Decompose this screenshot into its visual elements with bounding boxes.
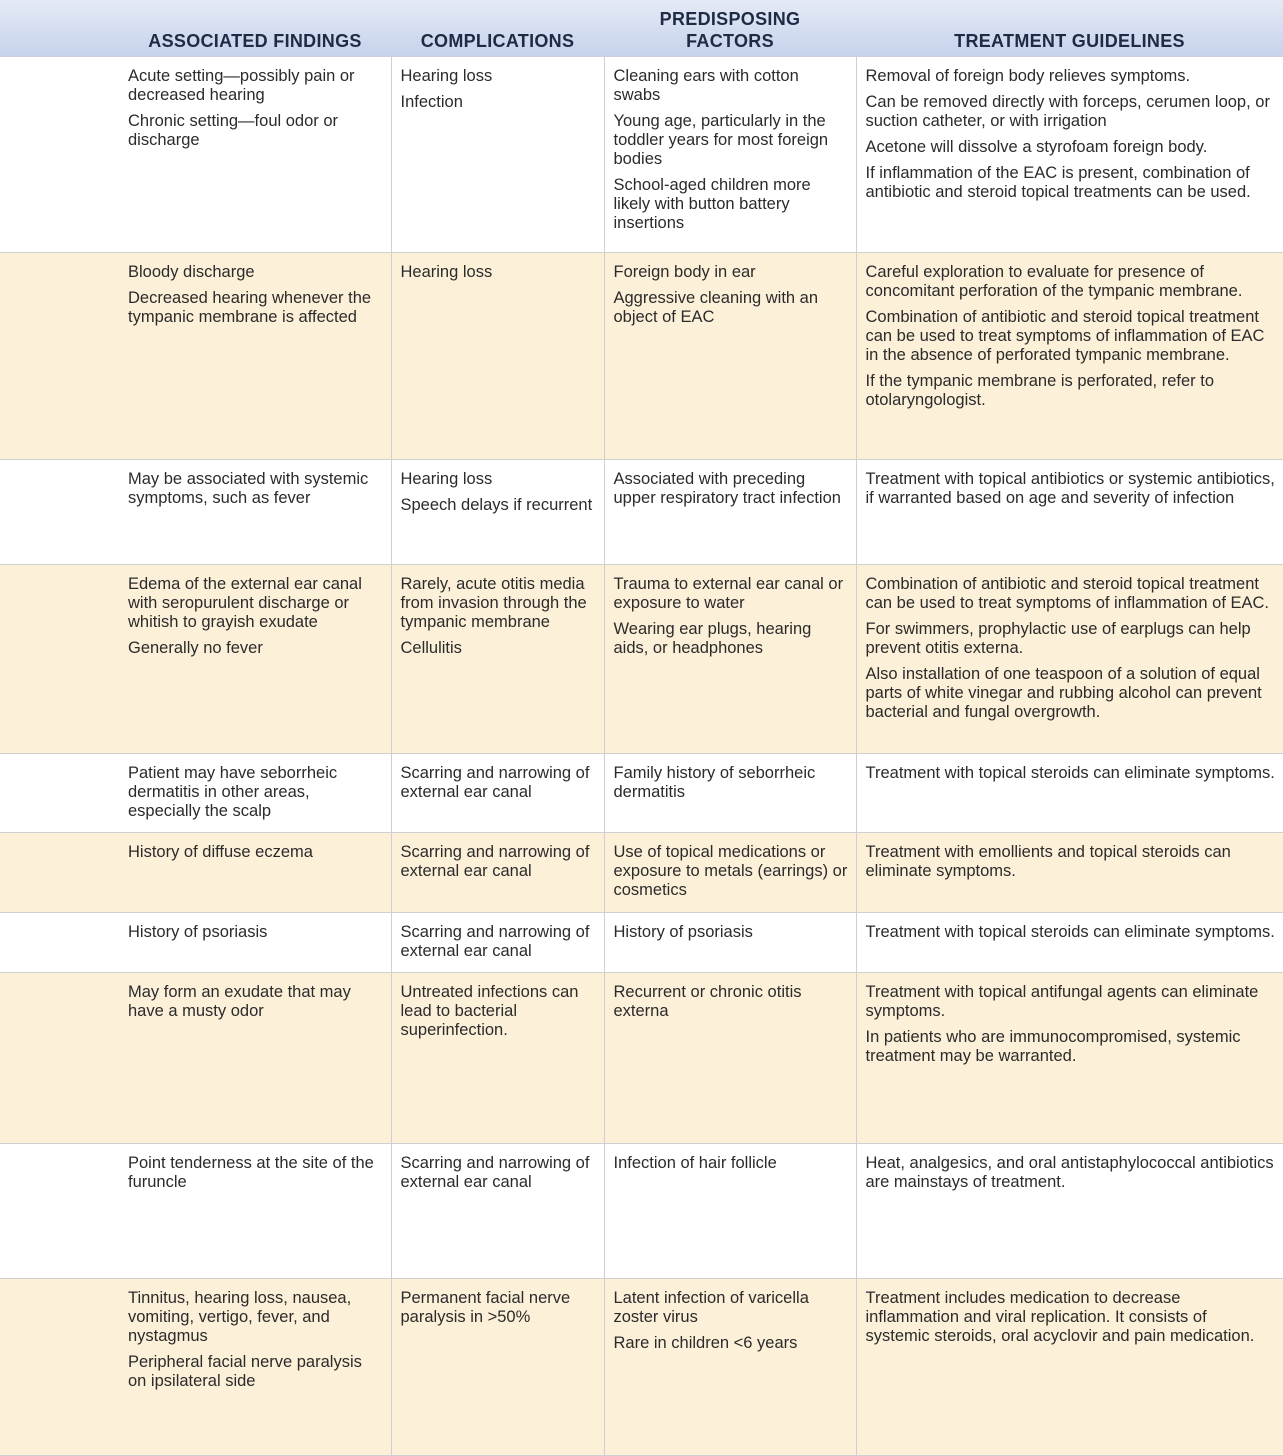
cell-paragraph: Peripheral facial nerve paralysis on ipsilateral side — [128, 1352, 362, 1390]
findings-cell — [119, 753, 391, 832]
complications-cell — [391, 832, 604, 912]
predisposing-factors-cell — [604, 912, 856, 972]
complications-cell — [391, 1143, 604, 1278]
header-associated-findings: ASSOCIATED FINDINGS — [119, 0, 391, 56]
predisposing-factors-cell — [604, 753, 856, 832]
table-row — [0, 56, 1283, 252]
predisposing-factors-cell — [604, 56, 856, 252]
cell-paragraph: Can be removed directly with forceps, cerumen loop, or suction catheter, or with irrigation — [865, 92, 1270, 130]
cell-paragraph: Family history of seborrheic dermatitis — [613, 763, 816, 801]
header-treatment-guidelines: TREATMENT GUIDELINES — [856, 0, 1283, 56]
cell-paragraph: Scarring and narrowing of external ear canal — [400, 1153, 590, 1191]
row-blank-cell — [0, 252, 119, 459]
table-row — [0, 252, 1283, 459]
cell-paragraph: For swimmers, prophylactic use of earplugs can help prevent otitis externa. — [865, 619, 1251, 657]
findings-cell — [119, 832, 391, 912]
cell-paragraph: Aggressive cleaning with an object of EAC — [613, 288, 819, 326]
cell-paragraph: Combination of antibiotic and steroid topical treatment can be used to treat symptoms of inflammation of EAC. — [865, 574, 1270, 612]
table-row — [0, 1143, 1283, 1278]
cell-paragraph: Hearing loss — [400, 262, 493, 281]
header-complications: COMPLICATIONS — [391, 0, 604, 56]
cell-paragraph: Permanent facial nerve paralysis in >50% — [400, 1288, 571, 1326]
cell-paragraph: If the tympanic membrane is perforated, refer to otolaryngologist. — [865, 371, 1214, 409]
cell-paragraph: Scarring and narrowing of external ear canal — [400, 763, 590, 801]
cell-paragraph: Infection of hair follicle — [613, 1153, 777, 1172]
table-body — [0, 56, 1283, 1455]
table-row — [0, 1278, 1283, 1455]
cell-paragraph: Decreased hearing whenever the tympanic membrane is affected — [128, 288, 372, 326]
cell-paragraph: Young age, particularly in the toddler years for most foreign bodies — [613, 111, 829, 168]
treatment-cell — [856, 972, 1283, 1143]
row-blank-cell — [0, 459, 119, 564]
row-blank-cell — [0, 912, 119, 972]
cell-paragraph: Acute setting—possibly pain or decreased hearing — [128, 66, 355, 104]
cell-paragraph: Latent infection of varicella zoster virus — [613, 1288, 809, 1326]
complications-cell — [391, 972, 604, 1143]
table-row — [0, 753, 1283, 832]
cell-paragraph: Treatment with topical steroids can eliminate symptoms. — [865, 763, 1275, 782]
cell-paragraph: Tinnitus, hearing loss, nausea, vomiting, vertigo, fever, and nystagmus — [128, 1288, 352, 1345]
header-row — [0, 0, 1283, 56]
cell-paragraph: School-aged children more likely with button battery insertions — [613, 175, 811, 232]
findings-cell — [119, 56, 391, 252]
findings-cell — [119, 972, 391, 1143]
cell-paragraph: Careful exploration to evaluate for presence of concomitant perforation of the tympanic membrane. — [865, 262, 1243, 300]
cell-paragraph: Bloody discharge — [128, 262, 255, 281]
cell-paragraph: Hearing loss — [400, 66, 493, 85]
row-blank-cell — [0, 753, 119, 832]
findings-cell — [119, 1278, 391, 1455]
complications-cell — [391, 459, 604, 564]
table-row — [0, 972, 1283, 1143]
complications-cell — [391, 1278, 604, 1455]
cell-paragraph: May form an exudate that may have a musty odor — [128, 982, 351, 1020]
cell-paragraph: Treatment includes medication to decrease inflammation and viral replication. It consists of systemic steroids, oral acyclovir and pain medication. — [865, 1288, 1255, 1345]
complications-cell — [391, 56, 604, 252]
cell-paragraph: Treatment with topical steroids can eliminate symptoms. — [865, 922, 1275, 941]
cell-paragraph: Scarring and narrowing of external ear canal — [400, 842, 590, 880]
cell-paragraph: Trauma to external ear canal or exposure to water — [613, 574, 844, 612]
predisposing-factors-cell — [604, 832, 856, 912]
row-blank-cell — [0, 564, 119, 753]
cell-paragraph: Untreated infections can lead to bacterial superinfection. — [400, 982, 579, 1039]
cell-paragraph: Combination of antibiotic and steroid topical treatment can be used to treat symptoms of inflammation of EAC in the absence of perforated tympanic membrane. — [865, 307, 1265, 364]
cell-paragraph: History of psoriasis — [613, 922, 753, 941]
findings-cell — [119, 912, 391, 972]
findings-cell — [119, 252, 391, 459]
cell-paragraph: May be associated with systemic symptoms, such as fever — [128, 469, 369, 507]
findings-cell — [119, 1143, 391, 1278]
row-blank-cell — [0, 1278, 119, 1455]
cell-paragraph: Infection — [400, 92, 463, 111]
cell-paragraph: If inflammation of the EAC is present, combination of antibiotic and steroid topical treatments can be used. — [865, 163, 1251, 201]
predisposing-factors-cell — [604, 459, 856, 564]
treatment-cell — [856, 252, 1283, 459]
row-blank-cell — [0, 972, 119, 1143]
predisposing-factors-cell — [604, 252, 856, 459]
treatment-cell — [856, 832, 1283, 912]
cell-paragraph: Recurrent or chronic otitis externa — [613, 982, 802, 1020]
treatment-cell — [856, 1278, 1283, 1455]
cell-paragraph: Speech delays if recurrent — [400, 495, 593, 514]
cell-paragraph: Cleaning ears with cotton swabs — [613, 66, 799, 104]
cell-paragraph: Also installation of one teaspoon of a solution of equal parts of white vinegar and rubbing alcohol can prevent bacterial and fungal overgrowth. — [865, 664, 1262, 721]
cell-paragraph: Hearing loss — [400, 469, 493, 488]
cell-paragraph: Generally no fever — [128, 638, 263, 657]
predisposing-factors-cell — [604, 1278, 856, 1455]
findings-cell — [119, 564, 391, 753]
findings-cell — [119, 459, 391, 564]
treatment-cell — [856, 564, 1283, 753]
row-blank-cell — [0, 832, 119, 912]
complications-cell — [391, 753, 604, 832]
header-blank — [0, 0, 119, 56]
cell-paragraph: Acetone will dissolve a styrofoam foreign body. — [865, 137, 1208, 156]
cell-paragraph: History of diffuse eczema — [128, 842, 313, 861]
predisposing-factors-cell — [604, 972, 856, 1143]
cell-paragraph: Removal of foreign body relieves symptoms. — [865, 66, 1191, 85]
cell-paragraph: Cellulitis — [400, 638, 462, 657]
cell-paragraph: Associated with preceding upper respiratory tract infection — [613, 469, 841, 507]
cell-paragraph: Treatment with emollients and topical steroids can eliminate symptoms. — [865, 842, 1231, 880]
cell-paragraph: Treatment with topical antifungal agents can eliminate symptoms. — [865, 982, 1259, 1020]
row-blank-cell — [0, 1143, 119, 1278]
header-predisposing-factors: PREDISPOSING FACTORS — [604, 0, 856, 56]
table-row — [0, 912, 1283, 972]
cell-paragraph: Point tenderness at the site of the furuncle — [128, 1153, 374, 1191]
cell-paragraph: Patient may have seborrheic dermatitis in other areas, especially the scalp — [128, 763, 338, 820]
cell-paragraph: Heat, analgesics, and oral antistaphylococcal antibiotics are mainstays of treatment. — [865, 1153, 1274, 1191]
cell-paragraph: Rare in children <6 years — [613, 1333, 798, 1352]
treatment-cell — [856, 753, 1283, 832]
cell-paragraph: Rarely, acute otitis media from invasion through the tympanic membrane — [400, 574, 587, 631]
cell-paragraph: History of psoriasis — [128, 922, 268, 941]
complications-cell — [391, 252, 604, 459]
cell-paragraph: In patients who are immunocompromised, systemic treatment may be warranted. — [865, 1027, 1241, 1065]
cell-paragraph: Scarring and narrowing of external ear canal — [400, 922, 590, 960]
cell-paragraph: Wearing ear plugs, hearing aids, or headphones — [613, 619, 812, 657]
treatment-cell — [856, 1143, 1283, 1278]
cell-paragraph: Foreign body in ear — [613, 262, 756, 281]
cell-paragraph: Chronic setting—foul odor or discharge — [128, 111, 339, 149]
treatment-cell — [856, 56, 1283, 252]
table-row — [0, 459, 1283, 564]
cell-paragraph: Treatment with topical antibiotics or systemic antibiotics, if warranted based on age and severity of infection — [865, 469, 1275, 507]
predisposing-factors-cell — [604, 1143, 856, 1278]
cell-paragraph: Use of topical medications or exposure to metals (earrings) or cosmetics — [613, 842, 848, 899]
table-row — [0, 832, 1283, 912]
cell-paragraph: Edema of the external ear canal with seropurulent discharge or whitish to grayish exudate — [128, 574, 362, 631]
treatment-cell — [856, 912, 1283, 972]
table-row — [0, 564, 1283, 753]
treatment-cell — [856, 459, 1283, 564]
complications-cell — [391, 912, 604, 972]
predisposing-factors-cell — [604, 564, 856, 753]
row-blank-cell — [0, 56, 119, 252]
complications-cell — [391, 564, 604, 753]
